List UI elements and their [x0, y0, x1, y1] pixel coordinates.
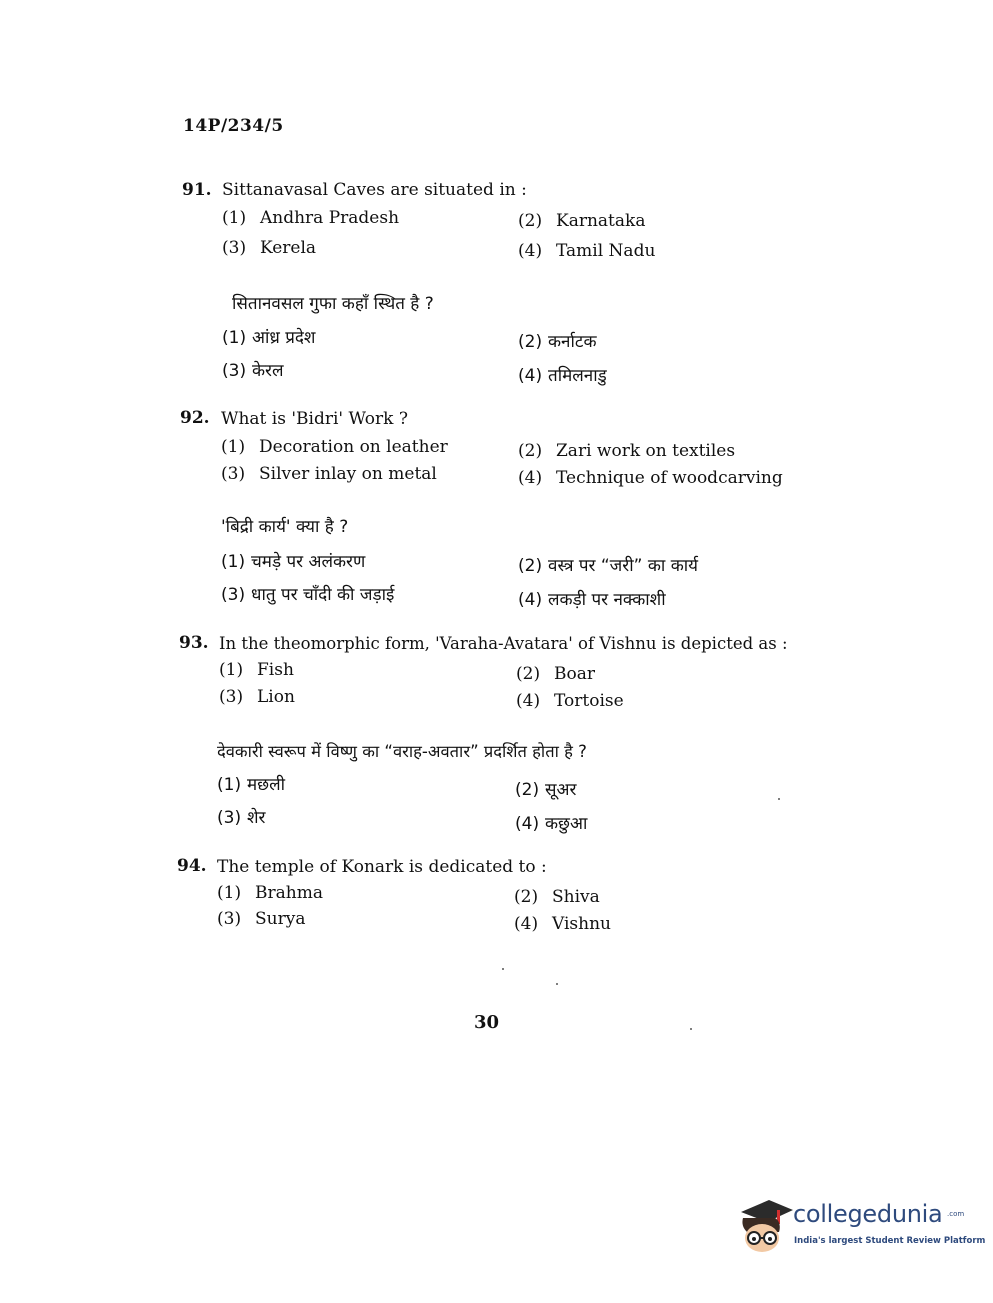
student-mascot-icon — [735, 1196, 795, 1258]
question-number-93: 93. — [179, 633, 209, 653]
q93-hindi-option-4: (4) कछुआ — [515, 814, 588, 834]
question-93-text: In the theomorphic form, 'Varaha-Avatara' of Vishnu is depicted as : — [219, 634, 788, 653]
scan-speck — [690, 1028, 692, 1030]
q93-option-4: (4) Tortoise — [516, 691, 624, 711]
q92-hindi-option-2: (2) वस्त्र पर “जरी” का कार्य — [518, 556, 699, 576]
q94-option-2: (2) Shiva — [514, 887, 600, 907]
q91-option-3: (3) Kerela — [222, 238, 317, 258]
q91-hindi-option-2: (2) कर्नाटक — [518, 332, 597, 352]
question-number-94: 94. — [177, 856, 207, 876]
q94-option-4: (4) Vishnu — [514, 914, 611, 934]
question-91-text: Sittanavasal Caves are situated in : — [222, 180, 527, 200]
question-94-text: The temple of Konark is dedicated to : — [217, 857, 547, 877]
watermark-brand-name: collegedunia — [793, 1200, 943, 1228]
q91-hindi-option-4: (4) तमिलनाडु — [518, 366, 607, 386]
q94-option-1: (1) Brahma — [217, 883, 323, 903]
scan-speck — [778, 798, 780, 800]
page-number: 30 — [474, 1012, 500, 1033]
q93-hindi-option-1: (1) मछली — [217, 775, 286, 795]
question-93-hindi-text: देवकारी स्वरूप में विष्णु का “वराह-अवतार” प्रदर्शित होता है ? — [217, 742, 587, 761]
q92-hindi-option-3: (3) धातु पर चाँदी की जड़ाई — [221, 585, 395, 605]
watermark-dotcom: .com — [947, 1210, 965, 1218]
q91-hindi-option-1: (1) आंध्र प्रदेश — [222, 328, 316, 348]
question-91-hindi-text: सितानवसल गुफा कहाँ स्थित है ? — [232, 294, 434, 314]
q93-option-2: (2) Boar — [516, 664, 595, 684]
q92-hindi-option-4: (4) लकड़ी पर नक्काशी — [518, 590, 666, 610]
scan-speck — [556, 983, 558, 985]
page-code: 14P/234/5 — [183, 116, 284, 136]
question-number-92: 92. — [180, 408, 210, 428]
q91-hindi-option-3: (3) केरल — [222, 361, 284, 381]
scan-speck — [502, 968, 504, 970]
watermark-tagline: India's largest Student Review Platform — [794, 1236, 986, 1246]
q93-option-3: (3) Lion — [219, 687, 295, 707]
q94-option-3: (3) Surya — [217, 909, 306, 929]
q92-hindi-option-1: (1) चमड़े पर अलंकरण — [221, 552, 366, 572]
q91-option-4: (4) Tamil Nadu — [518, 241, 656, 261]
q93-option-1: (1) Fish — [219, 660, 294, 680]
collegedunia-watermark — [735, 1196, 986, 1258]
q93-hindi-option-3: (3) शेर — [217, 808, 266, 828]
question-92-hindi-text: 'बिद्री कार्य' क्या है ? — [221, 517, 349, 537]
q92-option-2: (2) Zari work on textiles — [518, 441, 736, 461]
q91-option-1: (1) Andhra Pradesh — [222, 208, 400, 228]
q92-option-4: (4) Technique of woodcarving — [518, 468, 783, 488]
question-number-91: 91. — [182, 180, 212, 200]
q93-hindi-option-2: (2) सूअर — [515, 780, 577, 800]
q92-option-3: (3) Silver inlay on metal — [221, 464, 437, 484]
question-92-text: What is 'Bidri' Work ? — [221, 409, 408, 429]
q91-option-2: (2) Karnataka — [518, 211, 646, 231]
q92-option-1: (1) Decoration on leather — [221, 437, 448, 457]
